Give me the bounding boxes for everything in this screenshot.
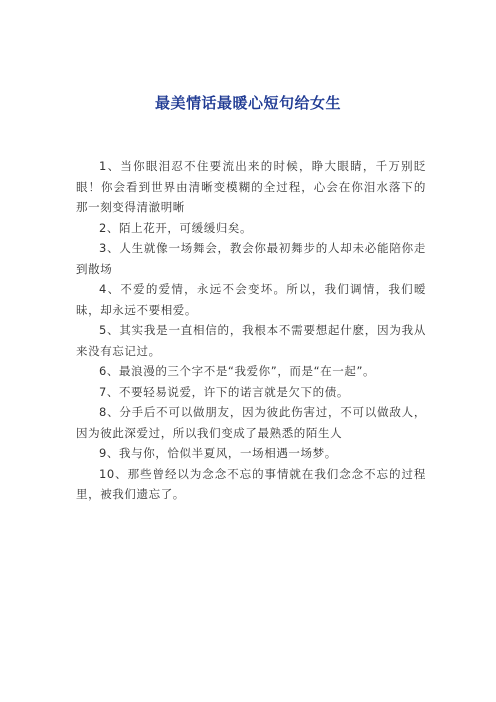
paragraph-1: 1、当你眼泪忍不住要流出来的时候，睁大眼睛，千万别眨眼！你会看到世界由清晰变模糊的全过程，心会在你泪水落下的那一刻变得清澈明晰	[76, 159, 426, 214]
paragraph-7: 7、不要轻易说爱，许下的诺言就是欠下的债。	[99, 384, 349, 399]
document-title: 最美情话最暖心短句给女生	[154, 94, 341, 112]
paragraph-9: 9、我与你，恰似半夏风，一场相遇一场梦。	[99, 446, 337, 460]
paragraph-2: 2、陌上花开，可缓缓归矣。	[99, 220, 253, 235]
paragraph-4: 4、不爱的爱情，永远不会变坏。所以，我们调情，我们暧昧，却永远不要相爱。	[76, 282, 426, 317]
paragraph-8: 8、分手后不可以做朋友，因为彼此伤害过，不可以做敌人，因为彼此深爱过，所以我们变成了最熟悉的陌生人	[76, 405, 426, 440]
paragraph-5: 5、其实我是一直相信的，我根本不需要想起什麽，因为我从来没有忘记过。	[76, 323, 426, 358]
paragraph-6: 6、最浪漫的三个字不是“我爱你”，而是“在一起”。	[99, 364, 376, 378]
document-body	[76, 156, 426, 505]
paragraph-3: 3、人生就像一场舞会，教会你最初舞步的人却未必能陪你走到散场	[76, 241, 426, 276]
paragraph-10: 10、那些曾经以为念念不忘的事情就在我们念念不忘的过程里，被我们遗忘了。	[76, 466, 426, 501]
